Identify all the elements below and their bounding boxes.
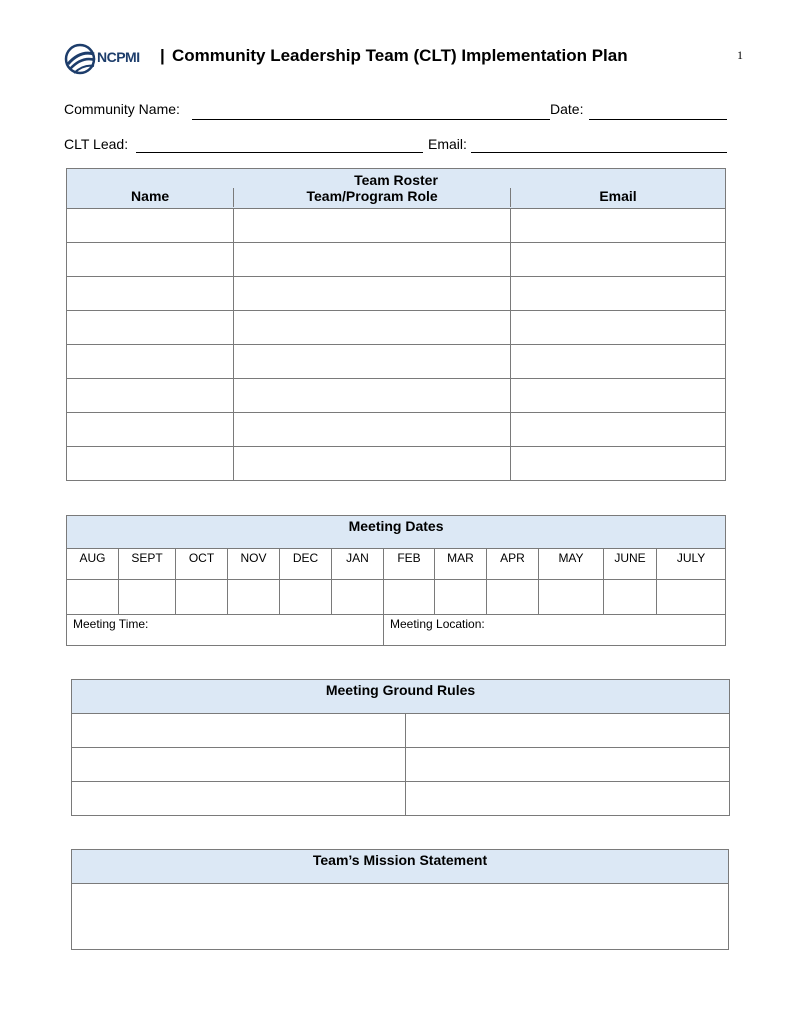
roster-row xyxy=(67,243,726,277)
date-cell-sept[interactable] xyxy=(119,580,176,615)
community-name-field[interactable] xyxy=(192,119,550,120)
date-cell-oct[interactable] xyxy=(176,580,228,615)
roster-role-cell[interactable] xyxy=(234,413,511,447)
meeting-dates-table xyxy=(66,515,726,646)
clt-lead-label: CLT Lead: xyxy=(64,136,129,152)
month-label-jan: JAN xyxy=(332,549,384,580)
roster-name-cell[interactable] xyxy=(67,345,234,379)
roster-email-cell[interactable] xyxy=(511,209,726,243)
date-field[interactable] xyxy=(589,119,727,120)
email-label: Email: xyxy=(428,136,467,152)
date-cell-feb[interactable] xyxy=(384,580,435,615)
ground-rule-cell[interactable] xyxy=(72,714,406,748)
roster-email-cell[interactable] xyxy=(511,277,726,311)
roster-row xyxy=(67,311,726,345)
month-label-may: MAY xyxy=(539,549,604,580)
ground-rule-cell[interactable] xyxy=(72,748,406,782)
date-cell-may[interactable] xyxy=(539,580,604,615)
mission-title: Team’s Mission Statement xyxy=(72,850,729,884)
month-row xyxy=(67,549,726,580)
ground-rule-cell[interactable] xyxy=(406,714,730,748)
month-label-june: JUNE xyxy=(604,549,657,580)
date-label: Date: xyxy=(550,101,584,117)
team-roster-table xyxy=(66,168,726,481)
month-label-sept: SEPT xyxy=(119,549,176,580)
roster-name-cell[interactable] xyxy=(67,447,234,481)
email-field[interactable] xyxy=(471,152,727,153)
month-label-july: JULY xyxy=(657,549,726,580)
date-cell-apr[interactable] xyxy=(487,580,539,615)
roster-role-cell[interactable] xyxy=(234,345,511,379)
date-cell-mar[interactable] xyxy=(435,580,487,615)
roster-row xyxy=(67,209,726,243)
ground-rules-header-row xyxy=(72,680,730,714)
roster-row xyxy=(67,413,726,447)
roster-role-cell[interactable] xyxy=(234,447,511,481)
month-label-mar: MAR xyxy=(435,549,487,580)
roster-name-cell[interactable] xyxy=(67,413,234,447)
date-cell-june[interactable] xyxy=(604,580,657,615)
month-label-feb: FEB xyxy=(384,549,435,580)
roster-col-role: Team/Program Role xyxy=(233,188,510,207)
meeting-info-row xyxy=(67,615,726,646)
roster-row xyxy=(67,379,726,413)
meeting-location-label: Meeting Location: xyxy=(390,617,485,631)
roster-col-email: Email xyxy=(510,188,725,207)
ncpmi-logo xyxy=(64,42,154,76)
roster-name-cell[interactable] xyxy=(67,243,234,277)
meeting-dates-title: Meeting Dates xyxy=(67,516,726,549)
month-label-dec: DEC xyxy=(280,549,332,580)
roster-row xyxy=(67,345,726,379)
roster-email-cell[interactable] xyxy=(511,413,726,447)
roster-name-cell[interactable] xyxy=(67,311,234,345)
roster-header xyxy=(67,169,726,209)
month-label-apr: APR xyxy=(487,549,539,580)
title-separator: | xyxy=(160,46,165,65)
roster-row xyxy=(67,447,726,481)
ground-rules-row xyxy=(72,782,730,816)
roster-role-cell[interactable] xyxy=(234,379,511,413)
roster-col-name: Name xyxy=(131,187,170,204)
mission-statement-table xyxy=(71,849,729,950)
ground-rule-cell[interactable] xyxy=(406,782,730,816)
logo-text: NCPMI xyxy=(97,49,140,65)
roster-name-cell[interactable] xyxy=(67,277,234,311)
roster-name-cell[interactable] xyxy=(67,209,234,243)
date-cell-jan[interactable] xyxy=(332,580,384,615)
roster-role-cell[interactable] xyxy=(234,311,511,345)
meeting-time-cell[interactable] xyxy=(67,615,384,646)
ground-rules-table xyxy=(71,679,730,816)
roster-header-row xyxy=(67,169,726,209)
ground-rule-cell[interactable] xyxy=(406,748,730,782)
roster-role-cell[interactable] xyxy=(234,209,511,243)
page-title: Community Leadership Team (CLT) Implementation Plan xyxy=(172,46,628,65)
roster-role-cell[interactable] xyxy=(234,277,511,311)
date-cell-dec[interactable] xyxy=(280,580,332,615)
month-label-oct: OCT xyxy=(176,549,228,580)
meeting-location-cell[interactable] xyxy=(384,615,726,646)
roster-email-cell[interactable] xyxy=(511,345,726,379)
meeting-dates-header-row xyxy=(67,516,726,549)
month-label-aug: AUG xyxy=(67,549,119,580)
clt-lead-field[interactable] xyxy=(136,152,423,153)
roster-email-cell[interactable] xyxy=(511,379,726,413)
roster-email-cell[interactable] xyxy=(511,447,726,481)
ground-rules-row xyxy=(72,748,730,782)
date-entry-row xyxy=(67,580,726,615)
date-cell-nov[interactable] xyxy=(228,580,280,615)
date-cell-july[interactable] xyxy=(657,580,726,615)
meeting-time-label: Meeting Time: xyxy=(73,617,149,631)
community-name-label: Community Name: xyxy=(64,101,180,117)
roster-row xyxy=(67,277,726,311)
roster-role-cell[interactable] xyxy=(234,243,511,277)
month-label-nov: NOV xyxy=(228,549,280,580)
roster-name-cell[interactable] xyxy=(67,379,234,413)
ground-rules-title: Meeting Ground Rules xyxy=(72,680,730,714)
date-cell-aug[interactable] xyxy=(67,580,119,615)
mission-header-row xyxy=(72,850,729,884)
globe-swoosh-icon xyxy=(64,42,98,76)
roster-title: Team Roster xyxy=(354,171,438,188)
roster-email-cell[interactable] xyxy=(511,311,726,345)
roster-email-cell[interactable] xyxy=(511,243,726,277)
page-number: 1 xyxy=(737,48,743,62)
ground-rules-row xyxy=(72,714,730,748)
ground-rule-cell[interactable] xyxy=(72,782,406,816)
mission-statement-cell[interactable] xyxy=(72,884,729,950)
mission-body-row xyxy=(72,884,729,950)
